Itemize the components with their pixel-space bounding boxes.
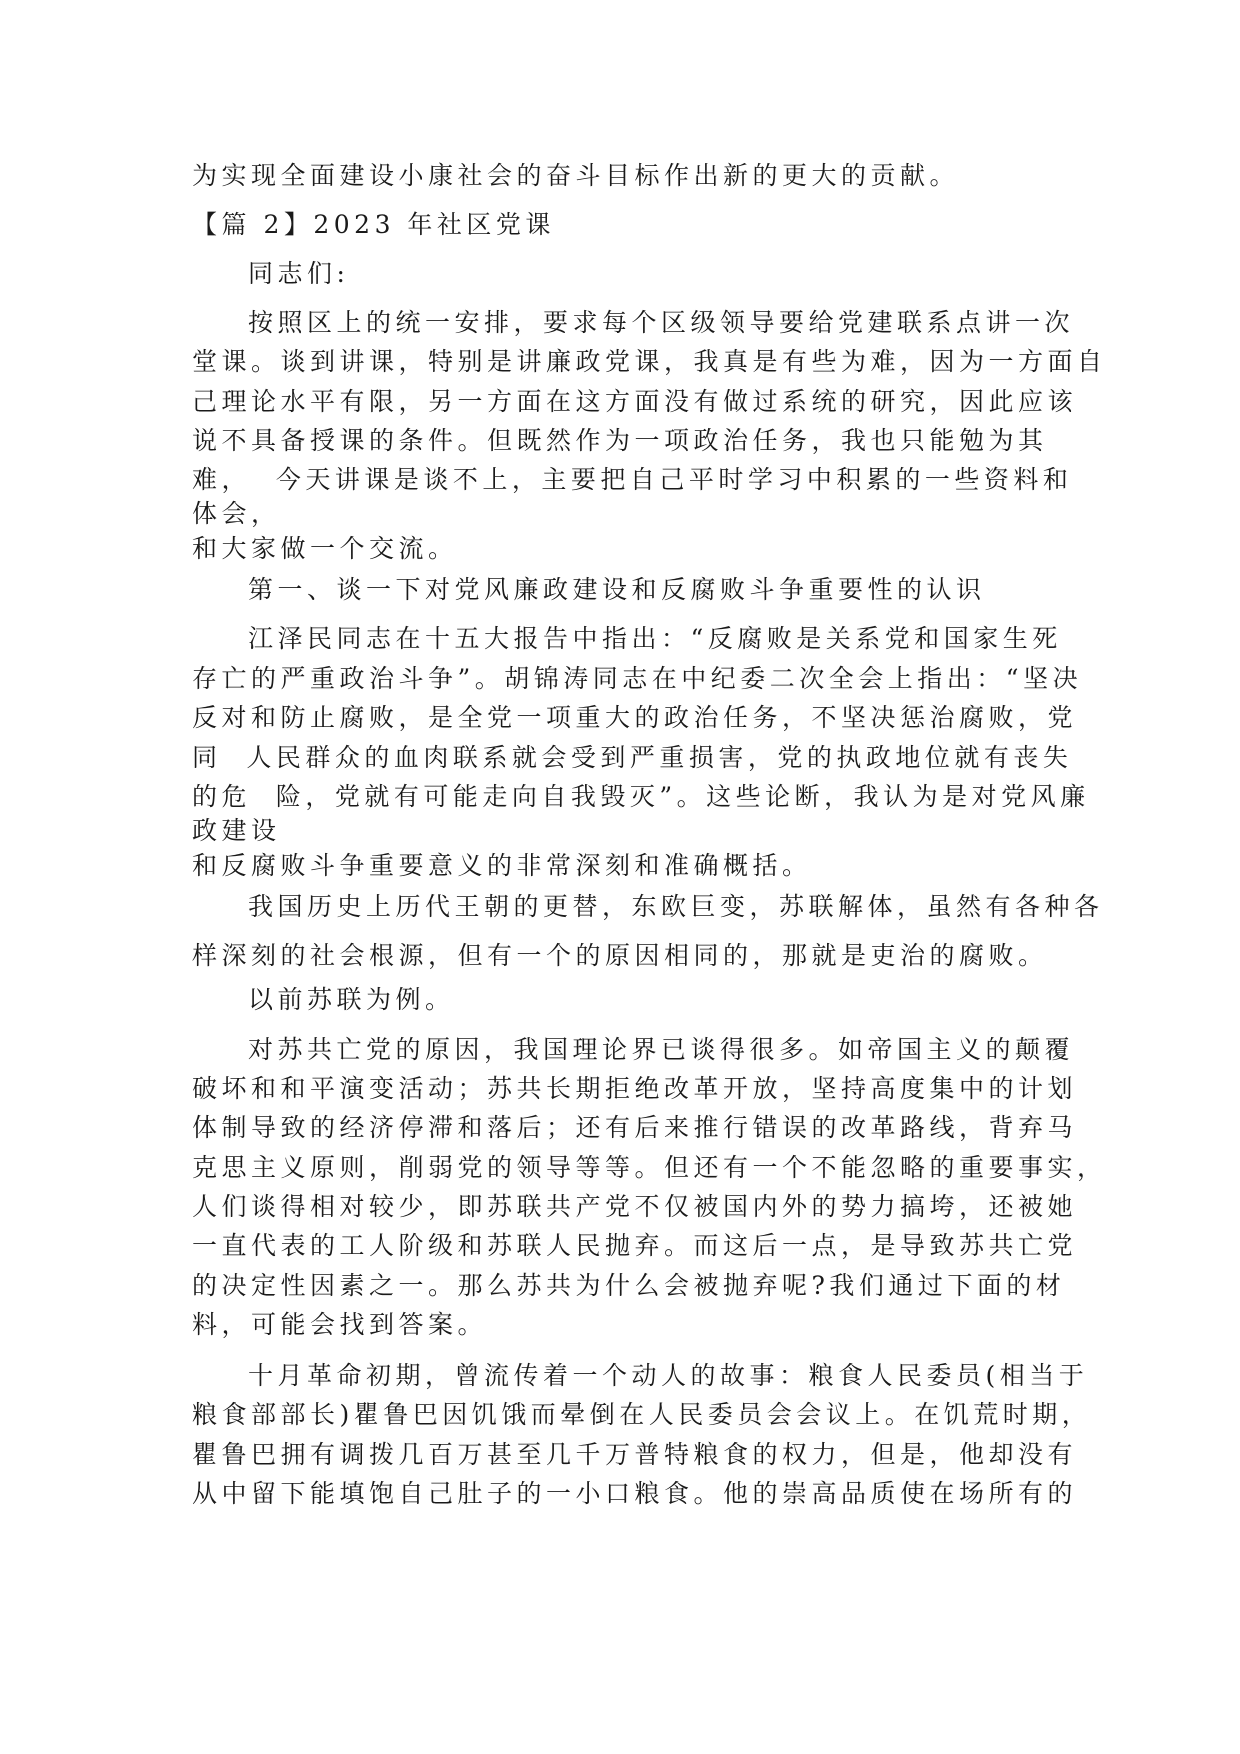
body-line: 以前苏联为例。 bbox=[248, 985, 455, 1014]
body-line: 难， 今天讲课是谈不上，主要把自己平时学习中积累的一些资料和 bbox=[192, 465, 1073, 494]
body-line: 料，可能会找到答案。 bbox=[192, 1310, 488, 1339]
body-line: 存亡的严重政治斗争”。胡锦涛同志在中纪委二次全会上指出：“坚决 bbox=[192, 664, 1083, 693]
body-line: 体制导致的经济停滞和落后；还有后来推行错误的改革路线，背弃马 bbox=[192, 1113, 1078, 1142]
body-line: 从中留下能填饱自己肚子的一小口粮食。他的崇高品质使在场所有的 bbox=[192, 1479, 1078, 1508]
body-line: 粮食部部长)瞿鲁巴因饥饿而晕倒在人民委员会会议上。在饥荒时期， bbox=[192, 1400, 1092, 1429]
body-line: 说不具备授课的条件。但既然作为一项政治任务，我也只能勉为其 bbox=[192, 426, 1048, 455]
body-line: 的危 险，党就有可能走向自我毁灭”。这些论断，我认为是对党风廉 bbox=[192, 782, 1090, 811]
salutation: 同志们: bbox=[248, 259, 350, 288]
body-line: 按照区上的统一安排，要求每个区级领导要给党建联系点讲一次 bbox=[248, 308, 1075, 337]
body-line: 一直代表的工人阶级和苏联人民抛弃。而这后一点，是导致苏共亡党 bbox=[192, 1231, 1078, 1260]
subheading: 第一、谈一下对党风廉政建设和反腐败斗争重要性的认识 bbox=[248, 575, 986, 604]
body-line: 堂课。谈到讲课，特别是讲廉政党课，我真是有些为难，因为一方面自 bbox=[192, 347, 1107, 376]
body-line: 政建设 bbox=[192, 816, 281, 845]
body-line: 人们谈得相对较少，即苏联共产党不仅被国内外的势力搞垮，还被她 bbox=[192, 1192, 1078, 1221]
body-line: 十月革命初期，曾流传着一个动人的故事：粮食人民委员(相当于 bbox=[248, 1361, 1089, 1390]
body-line: 的决定性因素之一。那么苏共为什么会被抛弃呢?我们通过下面的材 bbox=[192, 1271, 1066, 1300]
body-line: 克思主义原则，削弱党的领导等等。但还有一个不能忽略的重要事实， bbox=[192, 1153, 1107, 1182]
body-line: 为实现全面建设小康社会的奋斗目标作出新的更大的贡献。 bbox=[192, 161, 960, 190]
section-heading: 【篇 2】2023 年社区党课 bbox=[192, 210, 555, 239]
body-line: 瞿鲁巴拥有调拨几百万甚至几千万普特粮食的权力，但是，他却没有 bbox=[192, 1440, 1078, 1469]
body-line: 破坏和和平演变活动；苏共长期拒绝改革开放，坚持高度集中的计划 bbox=[192, 1074, 1078, 1103]
body-line: 同 人民群众的血肉联系就会受到严重损害，党的执政地位就有丧失 bbox=[192, 743, 1073, 772]
body-line: 对苏共亡党的原因，我国理论界已谈得很多。如帝国主义的颠覆 bbox=[248, 1035, 1075, 1064]
body-line: 和大家做一个交流。 bbox=[192, 534, 458, 563]
body-line: 我国历史上历代王朝的更替，东欧巨变，苏联解体，虽然有各种各 bbox=[248, 892, 1104, 921]
body-line: 样深刻的社会根源，但有一个的原因相同的，那就是吏治的腐败。 bbox=[192, 941, 1048, 970]
body-line: 和反腐败斗争重要意义的非常深刻和准确概括。 bbox=[192, 851, 812, 880]
body-line: 反对和防止腐败，是全党一项重大的政治任务，不坚决惩治腐败，党 bbox=[192, 703, 1078, 732]
body-line: 江泽民同志在十五大报告中指出：“反腐败是关系党和国家生死 bbox=[248, 624, 1062, 653]
body-line: 体会， bbox=[192, 499, 281, 528]
body-line: 己理论水平有限，另一方面在这方面没有做过系统的研究，因此应该 bbox=[192, 387, 1078, 416]
